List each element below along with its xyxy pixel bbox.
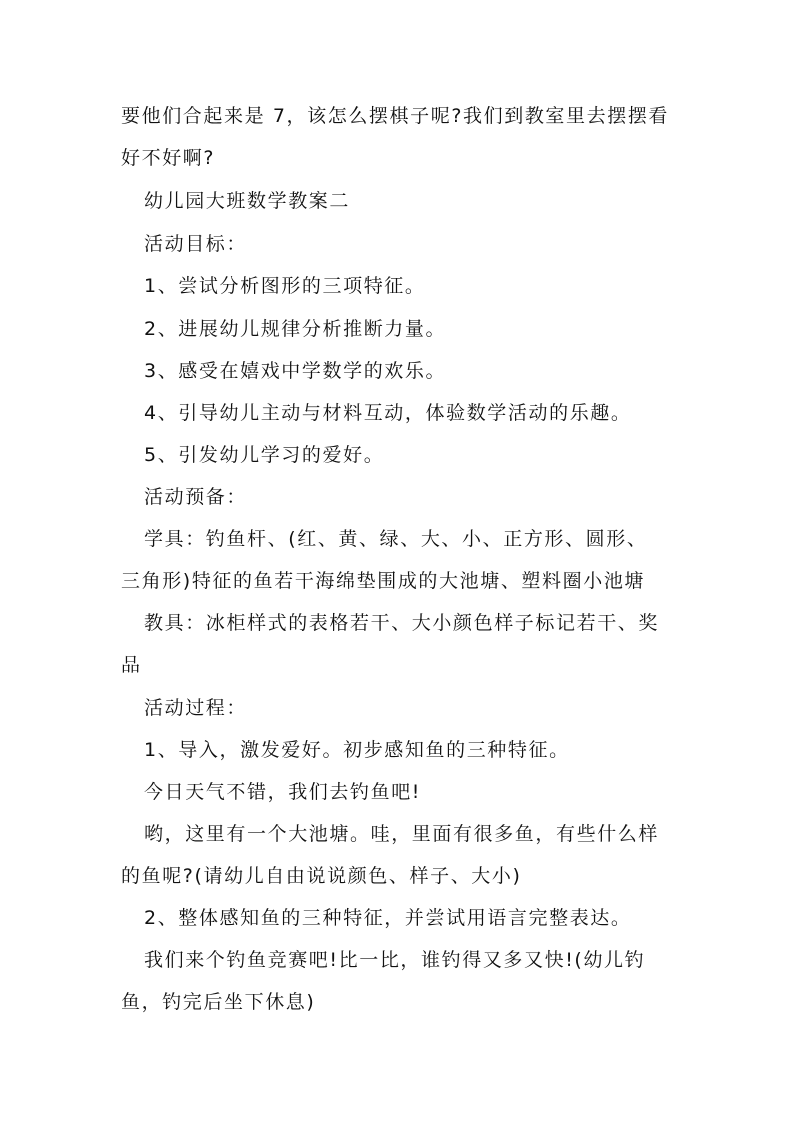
text-line: 品 [121, 654, 142, 676]
text-line: 学具：钓鱼杆、(红、黄、绿、大、小、正方形、圆形、 [144, 528, 648, 550]
list-item: 2、整体感知鱼的三种特征，并尝试用语言完整表达。 [144, 907, 632, 929]
section-title: 幼儿园大班数学教案二 [144, 190, 351, 212]
text-line: 好不好啊? [121, 147, 216, 169]
section-heading: 活动目标： [144, 233, 248, 255]
text-line: 鱼，钓完后坐下休息) [121, 991, 316, 1013]
section-heading: 活动过程： [144, 697, 248, 719]
text-line: 教具：冰柜样式的表格若干、大小颜色样子标记若干、奖 [144, 612, 660, 634]
list-item: 2、进展幼儿规律分析推断力量。 [144, 318, 447, 340]
list-item: 1、尝试分析图形的三项特征。 [144, 275, 426, 297]
text-line: 要他们合起来是 7，该怎么摆棋子呢?我们到教室里去摆摆看 [121, 105, 670, 127]
text-line: 三角形)特征的鱼若干海绵垫围成的大池塘、塑料圈小池塘 [121, 570, 646, 592]
list-item: 4、引导幼儿主动与材料互动，体验数学活动的乐趣。 [144, 402, 632, 424]
text-line: 今日天气不错，我们去钓鱼吧! [144, 781, 422, 803]
text-line: 我们来个钓鱼竞赛吧!比一比，谁钓得又多又快!(幼儿钓 [144, 949, 646, 971]
list-item: 3、感受在嬉戏中学数学的欢乐。 [144, 360, 447, 382]
section-heading: 活动预备： [144, 486, 248, 508]
list-item: 5、引发幼儿学习的爱好。 [144, 444, 385, 466]
list-item: 1、导入，激发爱好。初步感知鱼的三种特征。 [144, 739, 570, 761]
text-line: 哟，这里有一个大池塘。哇，里面有很多鱼，有些什么样 [144, 823, 660, 845]
text-line: 的鱼呢?(请幼儿自由说说颜色、样子、大小) [121, 865, 522, 887]
